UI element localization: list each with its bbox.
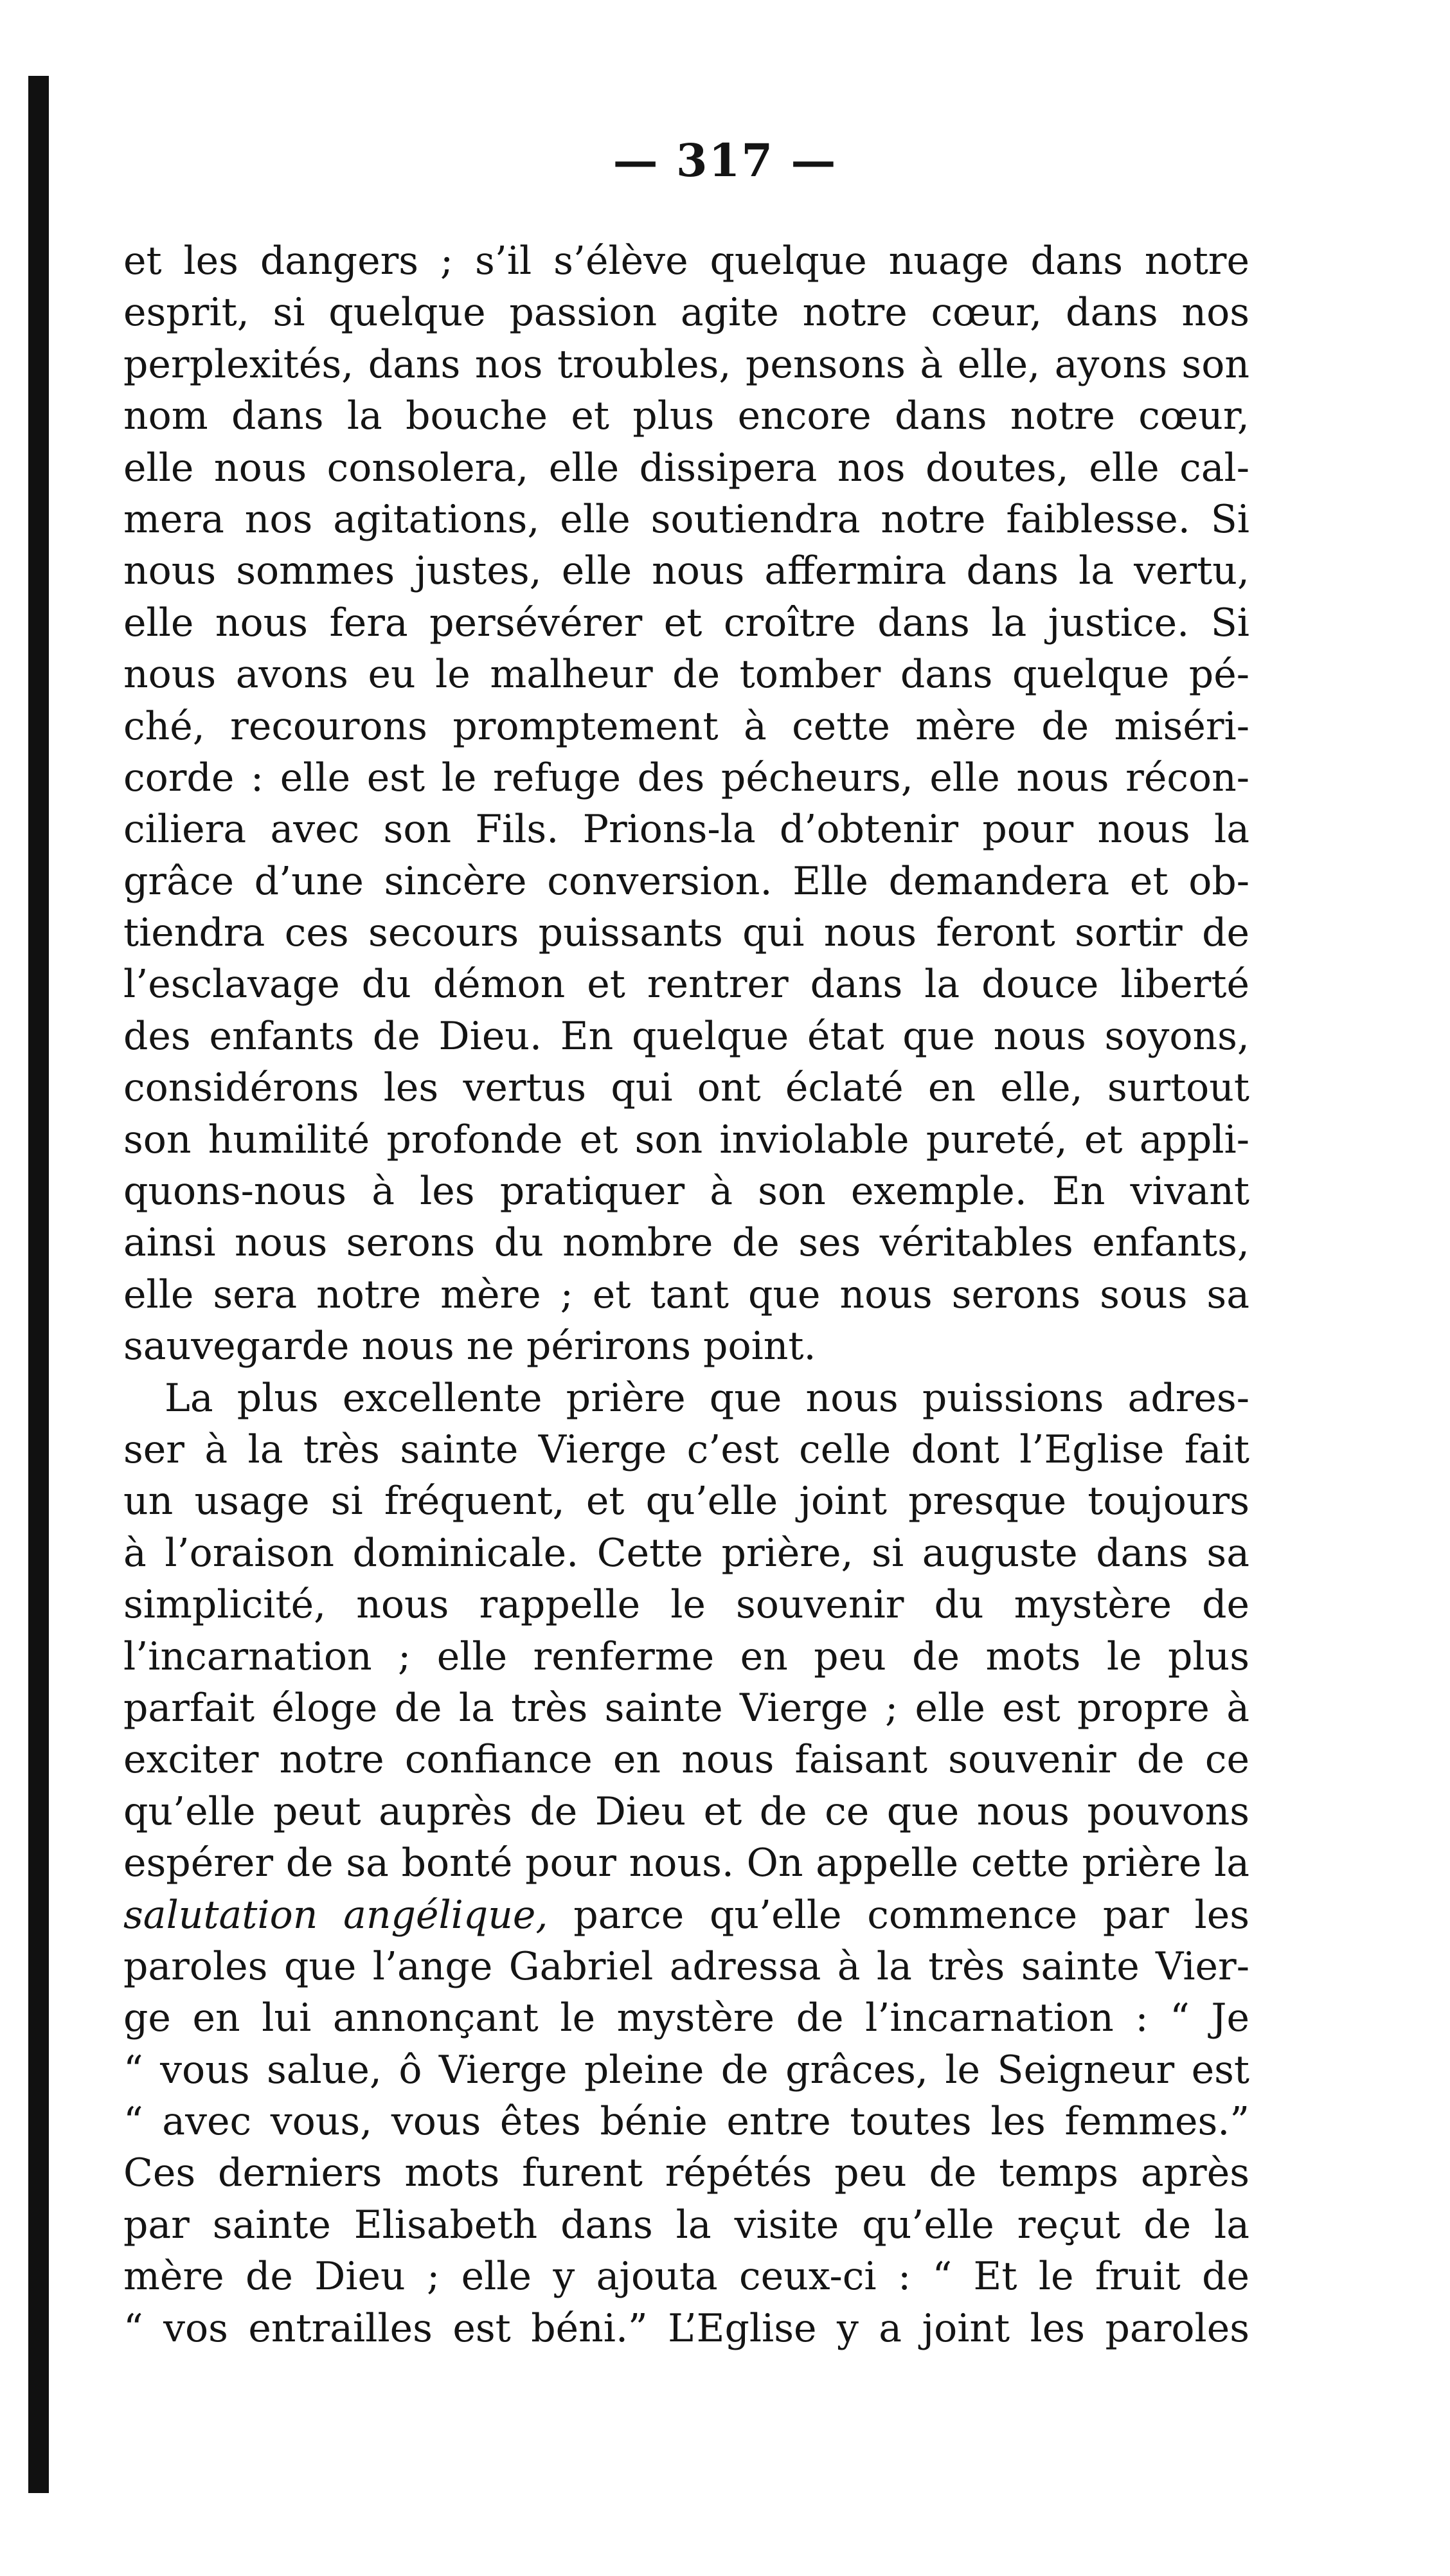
text-line: sauvegarde nous ne périrons point. [123, 1324, 816, 1369]
text-line: “ vos entrailles est béni.” L’Eglise y a joint les paroles [123, 2305, 1249, 2351]
text-line: un usage si fréquent, et qu’elle joint presque toujours [123, 1479, 1249, 1524]
page-margin-bar [28, 76, 49, 2493]
text-line: paroles que l’ange Gabriel adressa à la très sainte Vier- [123, 1943, 1249, 1989]
text-line: nom dans la bouche et plus encore dans notre cœur, [123, 393, 1249, 439]
body-text [123, 235, 1249, 2354]
text-line: nous avons eu le malheur de tomber dans quelque pé- [123, 652, 1249, 698]
page-number: — 317 — [613, 134, 837, 187]
text-line: considérons les vertus qui ont éclaté en elle, surtout [123, 1065, 1249, 1111]
text-line: “ vous salue, ô Vierge pleine de grâces, le Seigneur est [123, 2047, 1249, 2093]
text-line: nous sommes justes, elle nous affermira dans la vertu, [123, 548, 1249, 594]
text-line: l’incarnation ; elle renferme en peu de mots le plus [123, 1634, 1249, 1679]
text-line: ché, recourons promptement à cette mère de miséri- [123, 703, 1249, 749]
text-line: ainsi nous serons du nombre de ses véritables enfants, [123, 1220, 1249, 1266]
text-line: l’esclavage du démon et rentrer dans la douce liberté [123, 962, 1249, 1007]
text-line: elle sera notre mère ; et tant que nous serons sous sa [123, 1272, 1249, 1317]
text-line: perplexités, dans nos troubles, pensons à elle, ayons son [123, 341, 1249, 387]
text-line: elle nous consolera, elle dissipera nos doutes, elle cal- [123, 445, 1249, 491]
text-line: ser à la très sainte Vierge c’est celle dont l’Eglise fait [123, 1427, 1249, 1472]
text-line: des enfants de Dieu. En quelque état que nous soyons, [123, 1013, 1249, 1059]
text-line: Ces derniers mots furent répétés peu de temps après [123, 2150, 1249, 2196]
text-line: corde : elle est le refuge des pécheurs, elle nous récon- [123, 755, 1249, 800]
text-line-rest: parce qu’elle commence par les [548, 1892, 1249, 1938]
text-line: elle nous fera persévérer et croître dans la justice. Si [123, 600, 1249, 645]
text-line: simplicité, nous rappelle le souvenir du mystère de [123, 1582, 1249, 1628]
text-line: parfait éloge de la très sainte Vierge ; elle est propre à [123, 1685, 1249, 1731]
text-line: La plus excellente prière que nous puissions adres- [165, 1375, 1249, 1421]
text-line: ciliera avec son Fils. Prions-la d’obtenir pour nous la [123, 807, 1249, 852]
text-line: et les dangers ; s’il s’élève quelque nuage dans notre [123, 239, 1249, 284]
text-line: qu’elle peut auprès de Dieu et de ce que nous pouvons [123, 1788, 1249, 1834]
text-line: mère de Dieu ; elle y ajouta ceux-ci : “ Et le fruit de [123, 2254, 1249, 2300]
text-line: quons-nous à les pratiquer à son exemple. En vivant [123, 1169, 1249, 1214]
text-line: par sainte Elisabeth dans la visite qu’elle reçut de la [123, 2202, 1249, 2247]
text-line: son humilité profonde et son inviolable pureté, et appli- [123, 1117, 1249, 1162]
text-line: grâce d’une sincère conversion. Elle demandera et ob- [123, 858, 1249, 904]
text-line: mera nos agitations, elle soutiendra notre faiblesse. Si [123, 496, 1249, 542]
text-line [123, 1889, 1249, 1941]
text-line: exciter notre confiance en nous faisant souvenir de ce [123, 1737, 1249, 1783]
italic-term: salutation angélique, [123, 1892, 548, 1938]
text-line: “ avec vous, vous êtes bénie entre toutes les femmes.” [123, 2099, 1249, 2145]
text-line: tiendra ces secours puissants qui nous feront sortir de [123, 910, 1249, 956]
text-line: espérer de sa bonté pour nous. On appelle cette prière la [123, 1841, 1249, 1886]
text-line: à l’oraison dominicale. Cette prière, si auguste dans sa [123, 1530, 1249, 1576]
text-line: esprit, si quelque passion agite notre cœur, dans nos [123, 290, 1249, 336]
text-line: ge en lui annonçant le mystère de l’incarnation : “ Je [123, 1995, 1249, 2041]
